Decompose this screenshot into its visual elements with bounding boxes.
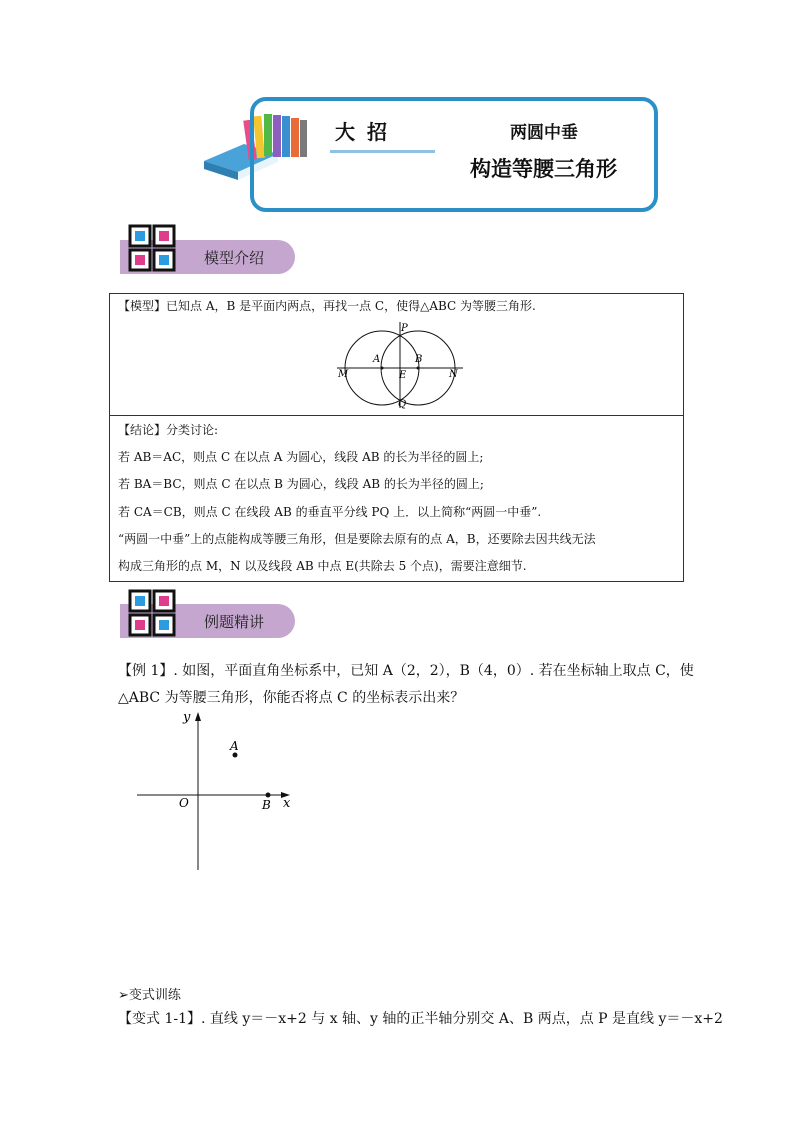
label-N: N bbox=[449, 369, 458, 380]
model-divider bbox=[109, 415, 684, 416]
example1-line-1: 【例 1】. 如图，平面直角坐标系中，已知 A（2，2），B（4，0）. 若在坐标轴上取点 C，使 bbox=[118, 663, 694, 679]
section-squares-icon bbox=[128, 224, 178, 274]
label-B: B bbox=[415, 354, 423, 365]
conclusion-line-5: 构成三角形的点 M，N 以及线段 AB 中点 E(共除去 5 个点)，需要注意细节. bbox=[118, 559, 527, 573]
two-circles-figure bbox=[335, 320, 465, 410]
coordinate-figure bbox=[135, 705, 305, 875]
section-squares-icon bbox=[128, 589, 178, 639]
variant-line-1: 【变式 1-1】. 直线 y＝－x+2 与 x 轴、y 轴的正半轴分别交 A、B 两点，点 P 是直线 y＝－x+2 bbox=[118, 1011, 723, 1027]
conclusion-title: 【结论】分类讨论: bbox=[118, 423, 219, 437]
axis-label-y: y bbox=[183, 710, 191, 725]
conclusion-line-3: 若 CA＝CB，则点 C 在线段 AB 的垂直平分线 PQ 上．以上简称“两圆一中垂”. bbox=[118, 505, 542, 519]
label-P: P bbox=[401, 323, 408, 334]
conclusion-line-1: 若 AB＝AC，则点 C 在以点 A 为圆心，线段 AB 的长为半径的圆上; bbox=[118, 450, 484, 464]
header-underline bbox=[330, 150, 435, 153]
origin-label: O bbox=[179, 796, 189, 810]
section-title-model: 模型介绍 bbox=[204, 249, 265, 267]
header-title-right: 两圆中垂 bbox=[510, 123, 578, 143]
section-title-examples: 例题精讲 bbox=[204, 613, 265, 631]
label-M: M bbox=[338, 369, 349, 380]
label-E: E bbox=[399, 370, 407, 381]
variant-heading: ➢变式训练 bbox=[118, 988, 181, 1003]
model-statement: 【模型】已知点 A，B 是平面内两点，再找一点 C，使得△ABC 为等腰三角形. bbox=[118, 299, 536, 313]
header-title-left: 大招 bbox=[335, 120, 399, 144]
example1-line-2: △ABC 为等腰三角形，你能否将点 C 的坐标表示出来？ bbox=[118, 690, 465, 706]
point-label-B: B bbox=[262, 798, 271, 812]
label-Q: Q bbox=[398, 399, 407, 410]
conclusion-line-2: 若 BA＝BC，则点 C 在以点 B 为圆心，线段 AB 的长为半径的圆上; bbox=[118, 477, 484, 491]
conclusion-line-4: “两圆一中垂”上的点能构成等腰三角形，但是要除去原有的点 A，B，还要除去因共线无法 bbox=[118, 532, 596, 546]
axis-label-x: x bbox=[283, 796, 291, 811]
label-A: A bbox=[373, 354, 381, 365]
point-label-A: A bbox=[230, 739, 239, 753]
header-subtitle: 构造等腰三角形 bbox=[470, 157, 617, 181]
